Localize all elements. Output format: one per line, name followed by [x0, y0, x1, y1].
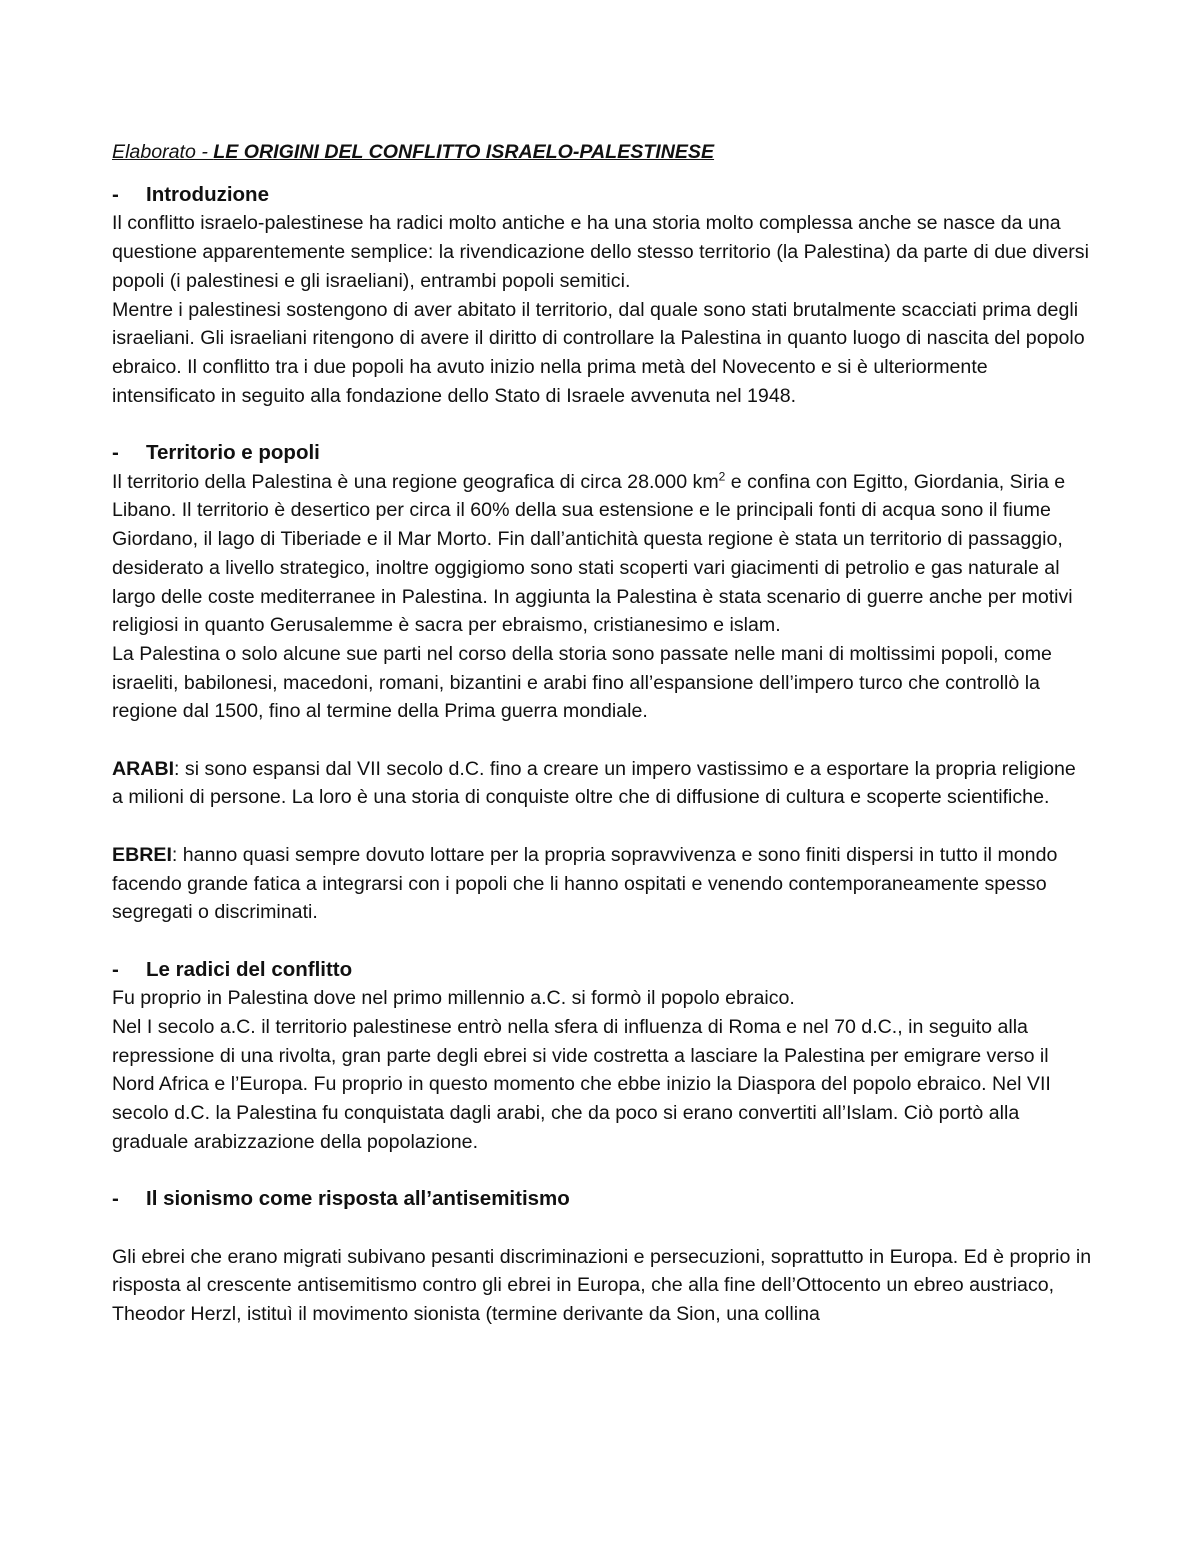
paragraph-arabi: [112, 755, 1092, 812]
heading-dash: -: [112, 441, 119, 465]
heading-dash: -: [112, 957, 119, 981]
text-run: Il territorio della Palestina è una regione geografica di circa 28.000 km: [112, 470, 719, 493]
paragraph: Fu proprio in Palestina dove nel primo millennio a.C. si formò il popolo ebraico.: [112, 987, 795, 1010]
title-prefix: Elaborato -: [112, 141, 214, 163]
paragraph: Gli ebrei che erano migrati subivano pesanti discriminazioni e persecuzioni, soprattutto in Europa. Ed è proprio in risposta al crescente antisemitismo contro gli ebrei in Europa, che alla fine dell’Ottocento un ebreo austriaco, Theodor Herzl, istituì il movimento sionista (termine derivante da Sion, una collina: [112, 1245, 1092, 1326]
heading-text: Le radici del conflitto: [146, 957, 353, 981]
document-title: [112, 138, 1092, 167]
heading-text: Il sionismo come risposta all’antisemitismo: [146, 1187, 570, 1211]
heading-sionismo: [112, 1185, 1092, 1214]
heading-text: Territorio e popoli: [146, 441, 320, 465]
blank-line: [112, 927, 1092, 956]
term-label: EBREI: [112, 843, 172, 866]
heading-radici: [112, 956, 1092, 985]
document-body: [112, 138, 1092, 1329]
heading-dash: -: [112, 1187, 119, 1211]
text-run: : hanno quasi sempre dovuto lottare per la propria sopravvivenza e sono finiti dispersi in tutto il mondo facendo grande fatica a integrarsi con i popoli che li hanno ospitati e venendo contemporaneamente spesso segregati o discriminati.: [112, 843, 1058, 924]
superscript: 2: [718, 469, 726, 484]
paragraph: Nel I secolo a.C. il territorio palestinese entrò nella sfera di influenza di Roma e nel 70 d.C., in seguito alla repressione di una rivolta, gran parte degli ebrei si vide costretta a lasciare la Palestina per emigrare verso il Nord Africa e l’Europa. Fu proprio in questo momento che ebbe inizio la Diaspora del popolo ebraico. Nel VII secolo d.C. la Palestina fu conquistata dagli arabi, che da poco si erano convertiti all’Islam. Ciò portò alla graduale arabizzazione della popolazione.: [112, 1016, 1051, 1153]
paragraph: [112, 468, 1092, 640]
text-run: : si sono espansi dal VII secolo d.C. fino a creare un impero vastissimo e a esportare la propria religione a milioni di persone. La loro è una storia di conquiste oltre che di diffusione di cultura e scoperte scientifiche.: [112, 757, 1076, 809]
paragraph: La Palestina o solo alcune sue parti nel corso della storia sono passate nelle mani di moltissimi popoli, come israeliti, babilonesi, macedoni, romani, bizantini e arabi fino all’espansione dell’impero turco che controllò la regione dal 1500, fino al termine della Prima guerra mondiale.: [112, 642, 1052, 723]
blank-line: [112, 1157, 1092, 1186]
heading-territorio: [112, 439, 1092, 468]
heading-introduzione: [112, 181, 1092, 210]
paragraph: Mentre i palestinesi sostengono di aver abitato il territorio, dal quale sono stati brutalmente scacciati prima degli israeliani. Gli israeliani ritengono di avere il diritto di controllare la Palestina in quanto luogo di nascita del popolo ebraico. Il conflitto tra i due popoli ha avuto inizio nella prima metà del Novecento e si è ulteriormente intensificato in seguito alla fondazione dello Stato di Israele avvenuta nel 1948.: [112, 298, 1085, 407]
title-main: LE ORIGINI DEL CONFLITTO ISRAELO-PALESTINESE: [213, 141, 715, 163]
paragraph: Il conflitto israelo-palestinese ha radici molto antiche e ha una storia molto complessa anche se nasce da una questione apparentemente semplice: la rivendicazione dello stesso territorio (la Palestina) da parte di due diversi popoli (i palestinesi e gli israeliani), entrambi popoli semitici.: [112, 212, 1089, 292]
blank-line: [112, 812, 1092, 841]
paragraph-ebrei: [112, 841, 1092, 927]
heading-dash: -: [112, 182, 119, 206]
blank-line: [112, 410, 1092, 439]
heading-text: Introduzione: [146, 182, 269, 206]
blank-line: [112, 726, 1092, 755]
text-run: e confina con Egitto, Giordania, Siria e Libano. Il territorio è desertico per circa il 60% della sua estensione e le principali fonti di acqua sono il fiume Giordano, il lago di Tiberiade e il Mar Morto. Fin dall’antichità questa regione è stata un territorio di passaggio, desiderato a livello strategico, inoltre oggigiomo sono stati scoperti vari giacimenti di petrolio e gas naturale al largo delle coste mediterranee in Palestina. In aggiunta la Palestina è stata scenario di guerre anche per motivi religiosi in quanto Gerusalemme è sacra per ebraismo, cristianesimo e islam.: [112, 470, 1073, 637]
blank-line: [112, 1214, 1092, 1243]
term-label: ARABI: [112, 757, 175, 780]
